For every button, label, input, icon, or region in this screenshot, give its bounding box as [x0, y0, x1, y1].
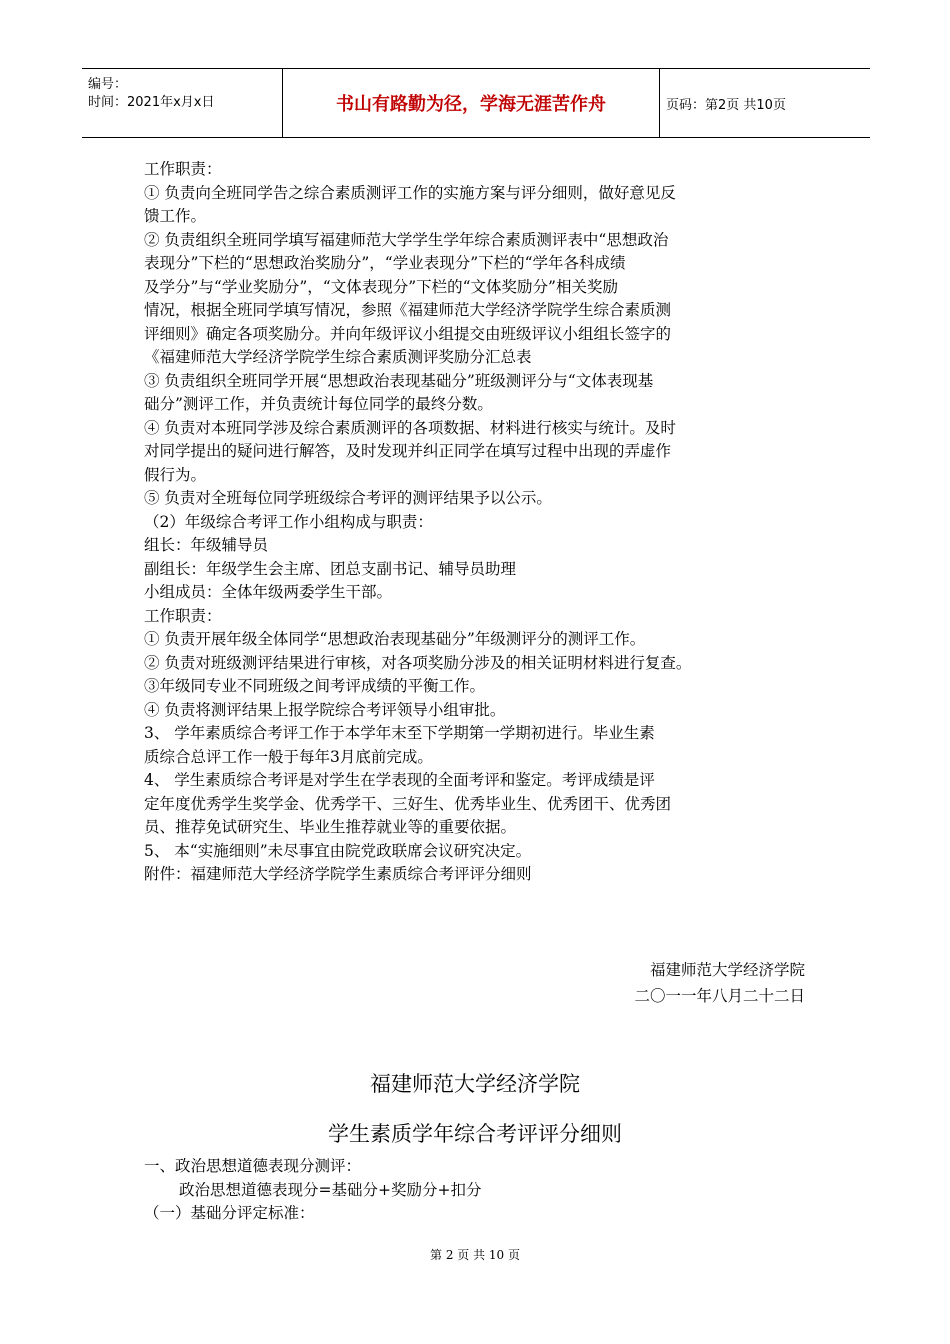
section-subheading: （一）基础分评定标准： — [144, 1204, 315, 1222]
body-line: 组长：年级辅导员 — [144, 536, 269, 554]
body-line: 副组长：年级学生会主席、团总支副书记、辅导员助理 — [144, 559, 517, 578]
page-footer: 第 2 页 共 10 页 — [430, 1248, 520, 1262]
body-line: （2）年级综合考评工作小组构成与职责： — [144, 512, 433, 531]
doc-subtitle: 学生素质学年综合考评评分细则 — [328, 1122, 622, 1146]
section-formula: 政治思想道德表现分=基础分+奖励分+扣分 — [179, 1180, 482, 1199]
signature-date: 二〇一一年八月二十二日 — [634, 987, 805, 1005]
doc-title: 福建师范大学经济学院 — [370, 1072, 580, 1096]
code-label: 编号： — [88, 77, 128, 92]
body-line: ② 负责组织全班同学填写福建师范大学学生学年综合素质测评表中“思想政治 — [144, 230, 669, 249]
body-line: 础分”测评工作，并负责统计每位同学的最终分数。 — [144, 395, 493, 413]
body-line: 对同学提出的疑问进行解答，及时发现并纠正同学在填写过程中出现的弄虚作 — [144, 442, 672, 460]
body-line: 5、 本“实施细则”未尽事宜由院党政联席会议研究决定。 — [144, 841, 532, 860]
page-header — [82, 68, 870, 138]
body-line: ⑤ 负责对全班每位同学班级综合考评的测评结果予以公示。 — [144, 489, 552, 507]
body-line: ④ 负责对本班同学涉及综合素质测评的各项数据、材料进行核实与统计。及时 — [144, 418, 676, 437]
section-body — [144, 1155, 816, 1226]
body-line: 评细则》确定各项奖励分。并向年级评议小组提交由班级评议小组组长签字的 — [144, 324, 672, 343]
signature-org: 福建师范大学经济学院 — [649, 961, 805, 979]
body-line: 馈工作。 — [144, 207, 207, 225]
body-line: ③年级同专业不同班级之间考评成绩的平衡工作。 — [144, 677, 486, 695]
header-meta — [82, 69, 283, 137]
body-line: 3、 学年素质综合考评工作于本学年末至下学期第一学期初进行。毕业生素 — [144, 724, 655, 742]
body-line: 情况，根据全班同学填写情况，参照《福建师范大学经济学院学生综合素质测 — [144, 301, 672, 319]
body-line: 工作职责： — [144, 160, 222, 178]
body-line: 定年度优秀学生奖学金、优秀学干、三好生、优秀毕业生、优秀团干、优秀团 — [144, 794, 672, 813]
body-line: 表现分”下栏的“思想政治奖励分”，“学业表现分”下栏的“学年各科成绩 — [144, 254, 626, 272]
body-line: ③ 负责组织全班同学开展“思想政治表现基础分”班级测评分与“文体表现基 — [144, 371, 654, 390]
body-line: 工作职责： — [144, 606, 222, 625]
body-line: 4、 学生素质综合考评是对学生在学表现的全面考评和鉴定。考评成绩是评 — [144, 771, 655, 789]
header-slogan: 书山有路勤为径，学海无涯苦作舟 — [283, 69, 660, 137]
body-line: ① 负责向全班同学告之综合素质测评工作的实施方案与评分细则，做好意见反 — [144, 183, 676, 202]
header-page-label: 页码：第2页 共10页 — [666, 97, 786, 113]
body-line: 及学分”与“学业奖励分”，“文体表现分”下栏的“文体奖励分”相关奖励 — [144, 277, 618, 296]
section-heading: 一、政治思想道德表现分测评： — [144, 1157, 362, 1175]
body-line: ② 负责对班级测评结果进行审核，对各项奖励分涉及的相关证明材料进行复查。 — [144, 653, 692, 672]
body-line: ④ 负责将测评结果上报学院综合考评领导小组审批。 — [144, 700, 506, 719]
body-line: 质综合总评工作一般于每年3月底前完成。 — [144, 747, 433, 766]
body-line: 《福建师范大学经济学院学生综合素质测评奖励分汇总表 — [144, 348, 532, 366]
body-line: 假行为。 — [144, 465, 207, 484]
time-label: 时间：2021年x月x日 — [88, 95, 215, 110]
document-body — [144, 158, 816, 887]
body-line: ① 负责开展年级全体同学“思想政治表现基础分”年级测评分的测评工作。 — [144, 630, 646, 648]
body-line: 小组成员：全体年级两委学生干部。 — [144, 583, 393, 601]
body-line: 员、推荐免试研究生、毕业生推荐就业等的重要依据。 — [144, 818, 517, 836]
body-line: 附件：福建师范大学经济学院学生素质综合考评评分细则 — [144, 865, 532, 883]
